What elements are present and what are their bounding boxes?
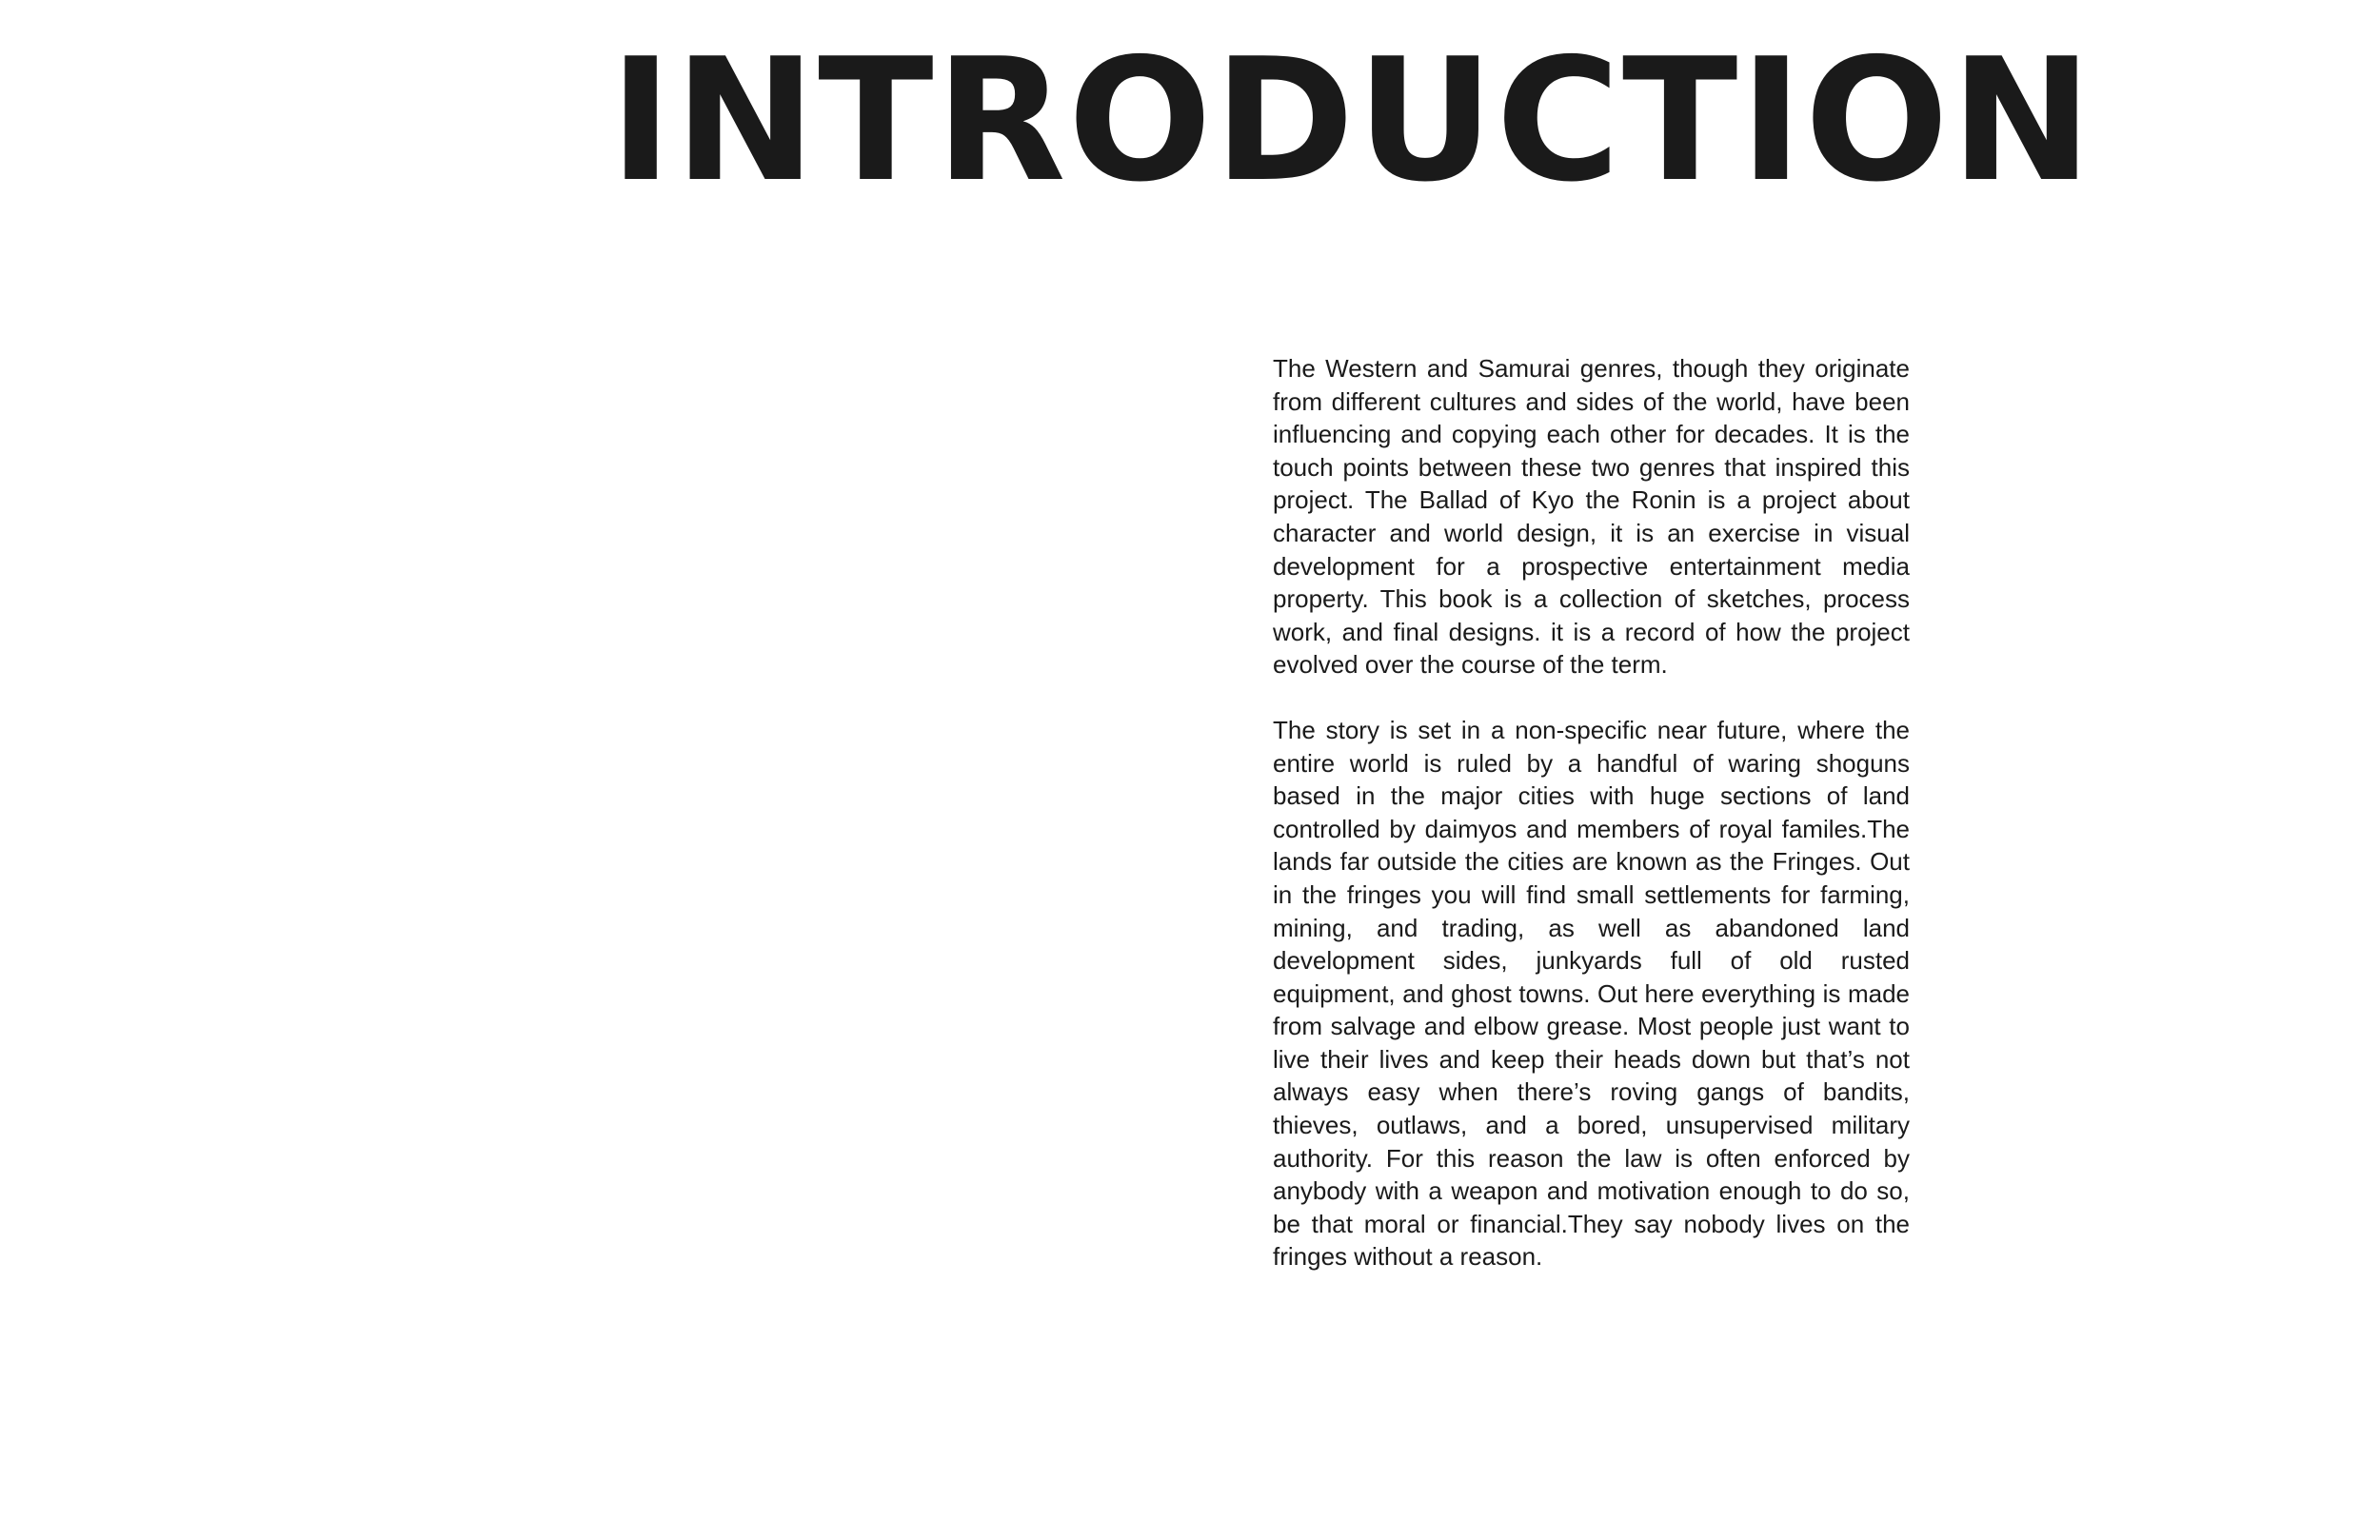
body-text-column <box>1273 352 1910 1306</box>
page-title: INTRODUCTION <box>609 22 2094 219</box>
story-paragraph: The story is set in a non-specific near future, where the entire world is ruled by a handful of waring shoguns based in the major cities with huge sections of land controlled by daimyos and members of royal familes.The lands far outside the cities are known as the Fringes. Out in the fringes you will find small settlements for farming, mining, and trading, as well as abandoned land development sides, junkyards full of old rusted equipment, and ghost towns. Out here everything is made from salvage and elbow grease. Most people just want to live their lives and keep their heads down but that’s not always easy when there’s roving gangs of bandits, thieves, outlaws, and a bored, unsupervised military authority. For this reason the law is often enforced by anybody with a weapon and motivation enough to do so, be that moral or financial.They say nobody lives on the fringes without a reason. <box>1273 715 1910 1272</box>
intro-paragraph: The Western and Samurai genres, though they originate from different cultures and sides of the world, have been influencing and copying each other for decades. It is the touch points between these two genres that inspired this project. The Ballad of Kyo the Ronin is a project about character and world design, it is an exercise in visual development for a prospective entertainment media property. This book is a collection of sketches, process work, and final designs. it is a record of how the project evolved over the course of the term. <box>1273 354 1910 680</box>
